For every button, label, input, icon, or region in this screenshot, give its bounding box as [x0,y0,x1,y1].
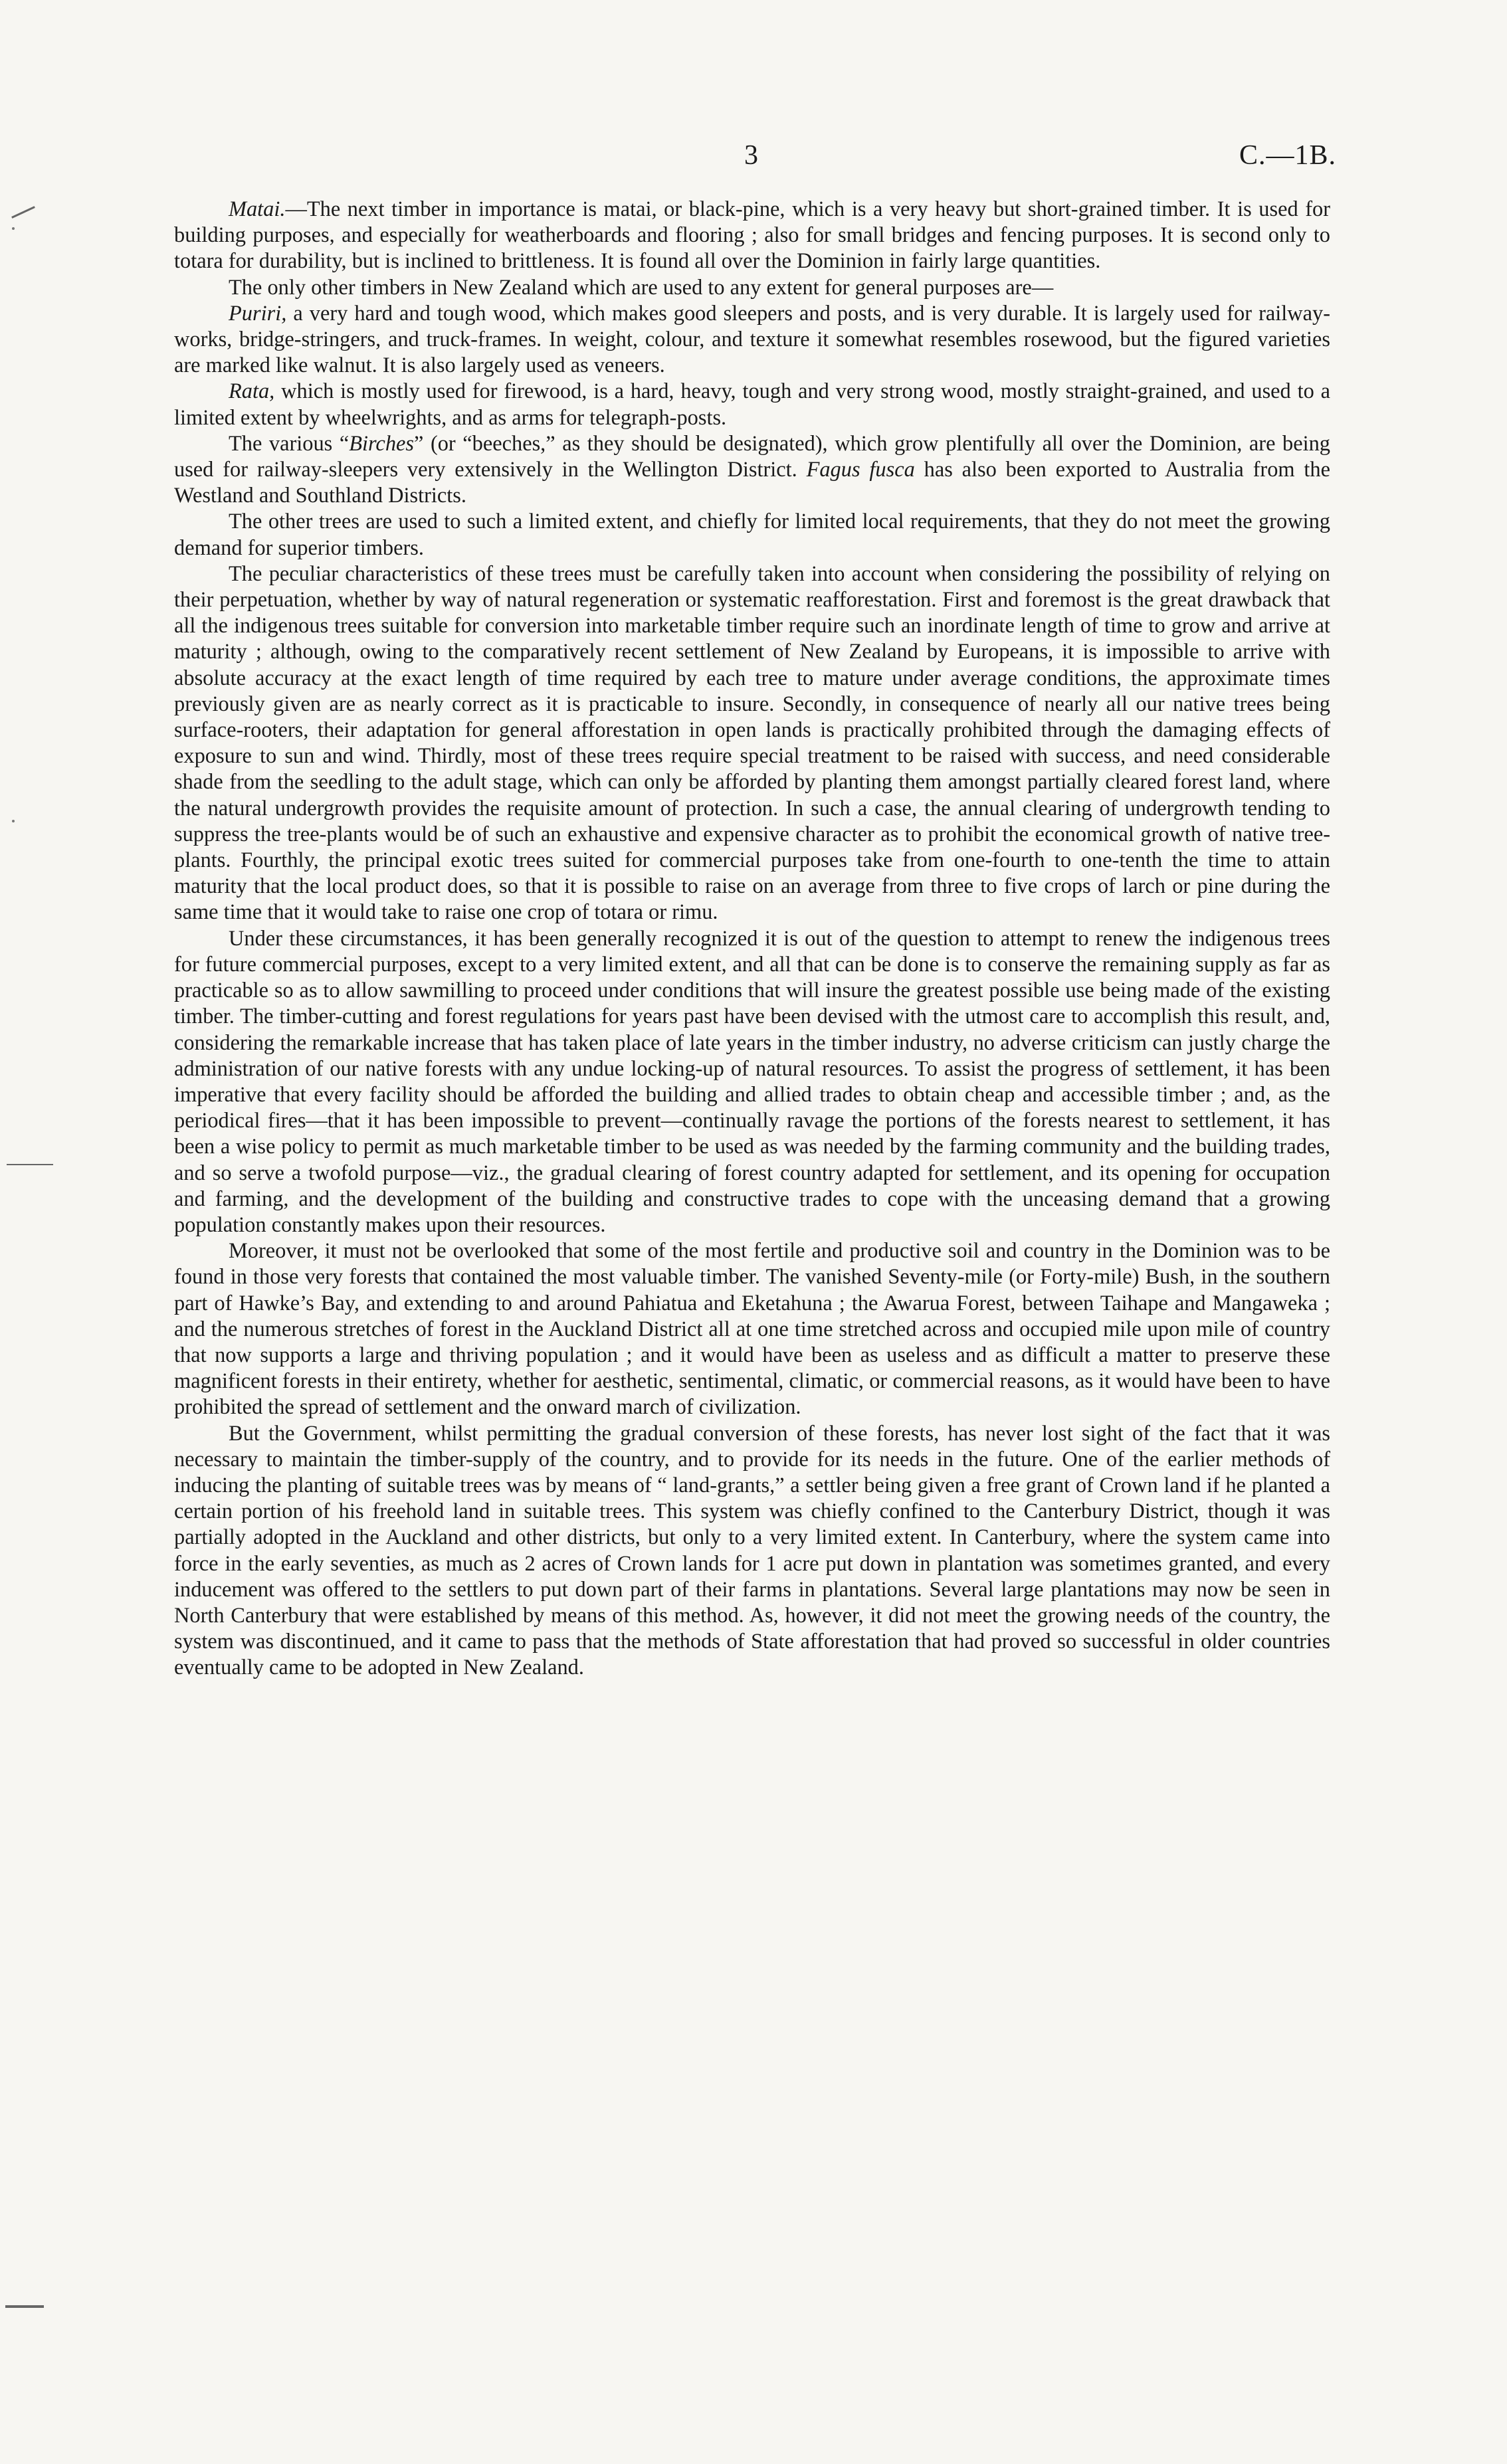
margin-dot-top-left [12,227,15,230]
paragraph-text: has also been exported to Australia from the Westland and Southland Districts. [174,458,1330,508]
paragraph-text: Under these circumstances, it has been generally recognized it is out of the question to attempt to renew the indigenous trees for future commercial purposes, except to a very limited extent, and all that can be done is to conserve the remaining supply as far as practicable so as to allow sawmilling to proceed under conditions that will insure the greatest possible use being made of the existing timber. The timber-cutting and forest regulations for years past have been devised with the utmost care to accomplish this result, and, considering the remarkable increase that has taken place of late years in the timber industry, no adverse criticism can justly charge the administration of our native forests with any undue locking-up of natural resources. To assist the progress of settlement, it has been imperative that every facility should be afforded the building and allied trades to obtain cheap and accessible timber ; and, as the periodical fires—that it has been impossible to prevent—continually ravage the portions of the forests nearest to settlement, it has been a wise policy to permit as much marketable timber to be used as was needed by the farming community and the building trades, and so serve a twofold purpose—viz., the gradual clearing of forest country adapted for settlement, and its opening for occupation and farming, and the development of the building and constructive trades to cope with the unceasing demand that a growing population constantly makes upon their resources. [174,926,1330,1237]
body-text [174,197,1330,1681]
paragraph-rata [174,379,1330,430]
paragraph-characteristics [174,561,1330,926]
document-reference: C.—1B. [1239,140,1337,171]
paragraph-mid: ” (or “beeches,” as they should be designated), which grow plentifully all over the Dominion, are being used for railway-sleepers very extensively in the Wellington District. [174,431,1330,482]
paragraph-text: —The next timber in importance is matai, or black-pine, which is a very heavy but short-grained timber. It is used for building purposes, and especially for weatherboards and flooring ; also for small bridges and fencing purposes. It is second only to totara for durability, but is inclined to brittleness. It is found all over the Dominion in fairly large quantities. [174,197,1330,274]
paragraph-other-timbers [174,275,1330,301]
margin-mark-top-left [11,206,35,219]
paragraph-matai [174,197,1330,275]
page-number: 3 [744,140,758,171]
paragraph-circumstances [174,926,1330,1238]
paragraph-text: The only other timbers in New Zealand which are used to any extent for general purposes are— [229,275,1054,300]
paragraph-lead: Birches [349,431,414,456]
page-header [0,140,1507,179]
paragraph-text: Moreover, it must not be overlooked that some of the most fertile and productive soil and country in the Dominion was to be found in those very forests that contained the most valuable timber. The vanished Seventy-mile (or Forty-mile) Bush, in the southern part of Hawke’s Bay, and extending to and around Pahiatua and Eketahuna ; the Awarua Forest, between Taihape and Mangaweka ; and the numerous stretches of forest in the Auckland District all at one time stretched across and occupied mile upon mile of country that now supports a large and thriving population ; and it would have been as useless and as difficult a matter to preserve these magnificent forests in their entirety, whether for aesthetic, sentimental, climatic, or commercial reasons, as it would have been to have prohibited the spread of settlement and the onward march of civilization. [174,1239,1330,1420]
paragraph-government [174,1421,1330,1681]
paragraph-text: The other trees are used to such a limited extent, and chiefly for limited local requirements, that they do not meet the growing demand for superior timbers. [174,510,1330,560]
paragraph-birches [174,431,1330,510]
paragraph-pre: The various “ [229,431,350,456]
paragraph-text: The peculiar characteristics of these trees must be carefully taken into account when considering the possibility of relying on their perpetuation, whether by way of natural regeneration or systematic reafforestation. First and foremost is the great drawback that all the indigenous trees suitable for conversion into marketable timber require such an inordinate length of time to grow and arrive at maturity ; although, owing to the comparatively recent settlement of New Zealand by Europeans, it is impossible to arrive with absolute accuracy at the exact length of time required by each tree to mature under average conditions, the approximate times previously given are as nearly correct as it is practicable to insure. Secondly, in consequence of nearly all our native trees being surface-rooters, their adaptation for general afforestation in open lands is practically prohibited through the damaging effects of exposure to sun and wind. Thirdly, most of these trees require special treatment to be raised with success, and need considerable shade from the seedling to the adult stage, which can only be afforded by planting them amongst partially cleared forest land, where the natural undergrowth provides the requisite amount of protection. In such a case, the annual clearing of undergrowth tending to suppress the tree-plants would be of such an exhaustive and expensive character as to prohibit the economical growth of native tree-plants. Fourthly, the principal exotic trees suited for commercial purposes take from one-fourth to one-tenth the time to attain maturity that the local product does, so that it is possible to raise on an average from three to five crops of larch or pine during the same time that it would take to raise one crop of totara or rimu. [174,561,1330,925]
paragraph-text: But the Government, whilst permitting the gradual conversion of these forests, has never lost sight of the fact that it was necessary to maintain the timber-supply of the country, and to provide for its needs in the future. One of the earlier methods of inducing the planting of suitable trees was by means of “ land-grants,” a settler being given a free grant of Crown land if he planted a certain portion of his freehold land in suitable trees. This system was chiefly confined to the Canterbury District, though it was partially adopted in the Auckland and other districts, but only to a very limited extent. In Canterbury, where the system came into force in the early seventies, as much as 2 acres of Crown lands for 1 acre put down in plantation was sometimes granted, and every inducement was offered to the settlers to put down part of their farms in plantations. Several large plantations may now be seen in North Canterbury that were established by means of this method. As, however, it did not meet the growing needs of the country, the system was discontinued, and it came to pass that the methods of State afforestation that had proved so successful in older countries eventually came to be adopted in New Zealand. [174,1421,1330,1680]
paragraph-lead: Rata, [229,379,275,404]
paragraph-puriri [174,301,1330,379]
margin-mark-bottom-left [5,2305,44,2308]
paragraph-moreover [174,1238,1330,1420]
paragraph-other-trees [174,509,1330,561]
margin-mark-mid-left [7,1164,53,1165]
paragraph-text: a very hard and tough wood, which makes good sleepers and posts, and is very durable. It is largely used for railway-works, bridge-stringers, and truck-frames. In weight, colour, and texture it somewhat resembles rosewood, but the figured varieties are marked like walnut. It is also largely used as veneers. [174,301,1330,378]
paragraph-lead-2: Fagus fusca [806,458,915,482]
paragraph-lead: Puriri, [229,301,287,326]
paragraph-text: which is mostly used for firewood, is a hard, heavy, tough and very strong wood, mostly straight-grained, and used to a limited extent by wheelwrights, and as arms for telegraph-posts. [174,379,1330,430]
margin-dot-left [12,820,15,822]
paragraph-lead: Matai. [229,197,286,221]
